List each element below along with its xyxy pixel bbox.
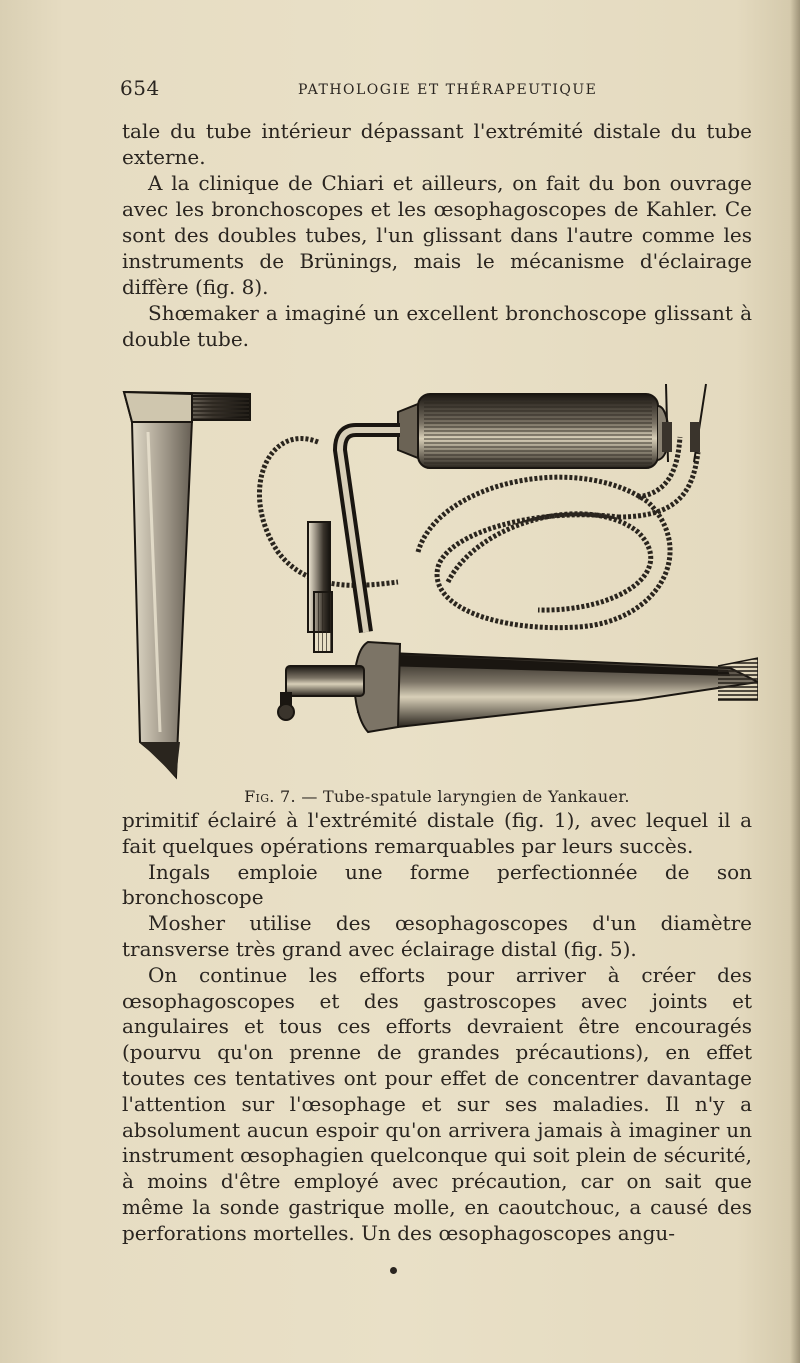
- lamp-handle: [398, 384, 706, 468]
- paragraph: Shœmaker a imaginé un excellent bronchoscope glissant à double tube.: [122, 301, 752, 351]
- laryngeal-tube-spatula-engraving: [118, 382, 758, 782]
- figure-illustration: [118, 382, 758, 782]
- paragraph: primitif éclairé à l'extrémité distale (fig. 1), avec lequel il a fait quelques opérations remarquables par leurs succès.: [122, 808, 752, 858]
- running-head: PATHOLOGIE ET THÉRAPEUTIQUE: [298, 82, 598, 98]
- text-block-bottom: [122, 808, 752, 1247]
- text-block-top: [122, 118, 752, 352]
- figure-label: Fig. 7.: [244, 787, 296, 806]
- figure-caption: [122, 787, 752, 806]
- paragraph: A la clinique de Chiari et ailleurs, on fait du bon ouvrage avec les bronchoscopes et les œsophagoscopes de Kahler. Ce sont des doubles tubes, l'un glissant dans l'autre comme les instruments de Brünings, mais le mécanisme d'éclairage diffère (fig. 8).: [122, 171, 752, 299]
- page-header: [120, 76, 750, 100]
- spatula-tube-vertical: [124, 392, 250, 777]
- spatula-tube-horizontal: [355, 642, 759, 732]
- paragraph: Ingals emploie une forme perfectionnée de son bronchoscope: [122, 859, 752, 910]
- figure-caption-text: — Tube-spatule laryngien de Yankauer.: [295, 787, 630, 806]
- paragraph: Mosher utilise des œsophagoscopes d'un diamètre transverse très grand avec éclairage distal (fig. 5).: [122, 911, 752, 961]
- paragraph: tale du tube intérieur dépassant l'extrémité distale du tube externe.: [122, 119, 752, 169]
- light-carrier-rod: [308, 522, 332, 652]
- connecting-rod: [340, 430, 400, 632]
- handle-clamp: [278, 666, 364, 720]
- page-number: 654: [120, 76, 160, 100]
- paragraph: On continue les efforts pour arriver à créer des œsophagoscopes et des gastroscopes avec joints et angulaires et tous ces efforts devraient être encouragés (pourvu qu'on prenne de grandes précautions), en effet toutes ces tentatives ont pour effet de concentrer davantage l'attention sur l'œsophage et sur ses maladies. Il n'y a absolument aucun espoir qu'on arrivera jamais à imaginer un instrument œsophagien quelconque qui soit plein de sécurité, à moins d'être employé avec précaution, car on sait que même la sonde gastrique molle, en caoutchouc, a causé des perforations mortelles. Un des œsophagoscopes angu-: [122, 962, 752, 1245]
- ink-dot: [390, 1267, 397, 1274]
